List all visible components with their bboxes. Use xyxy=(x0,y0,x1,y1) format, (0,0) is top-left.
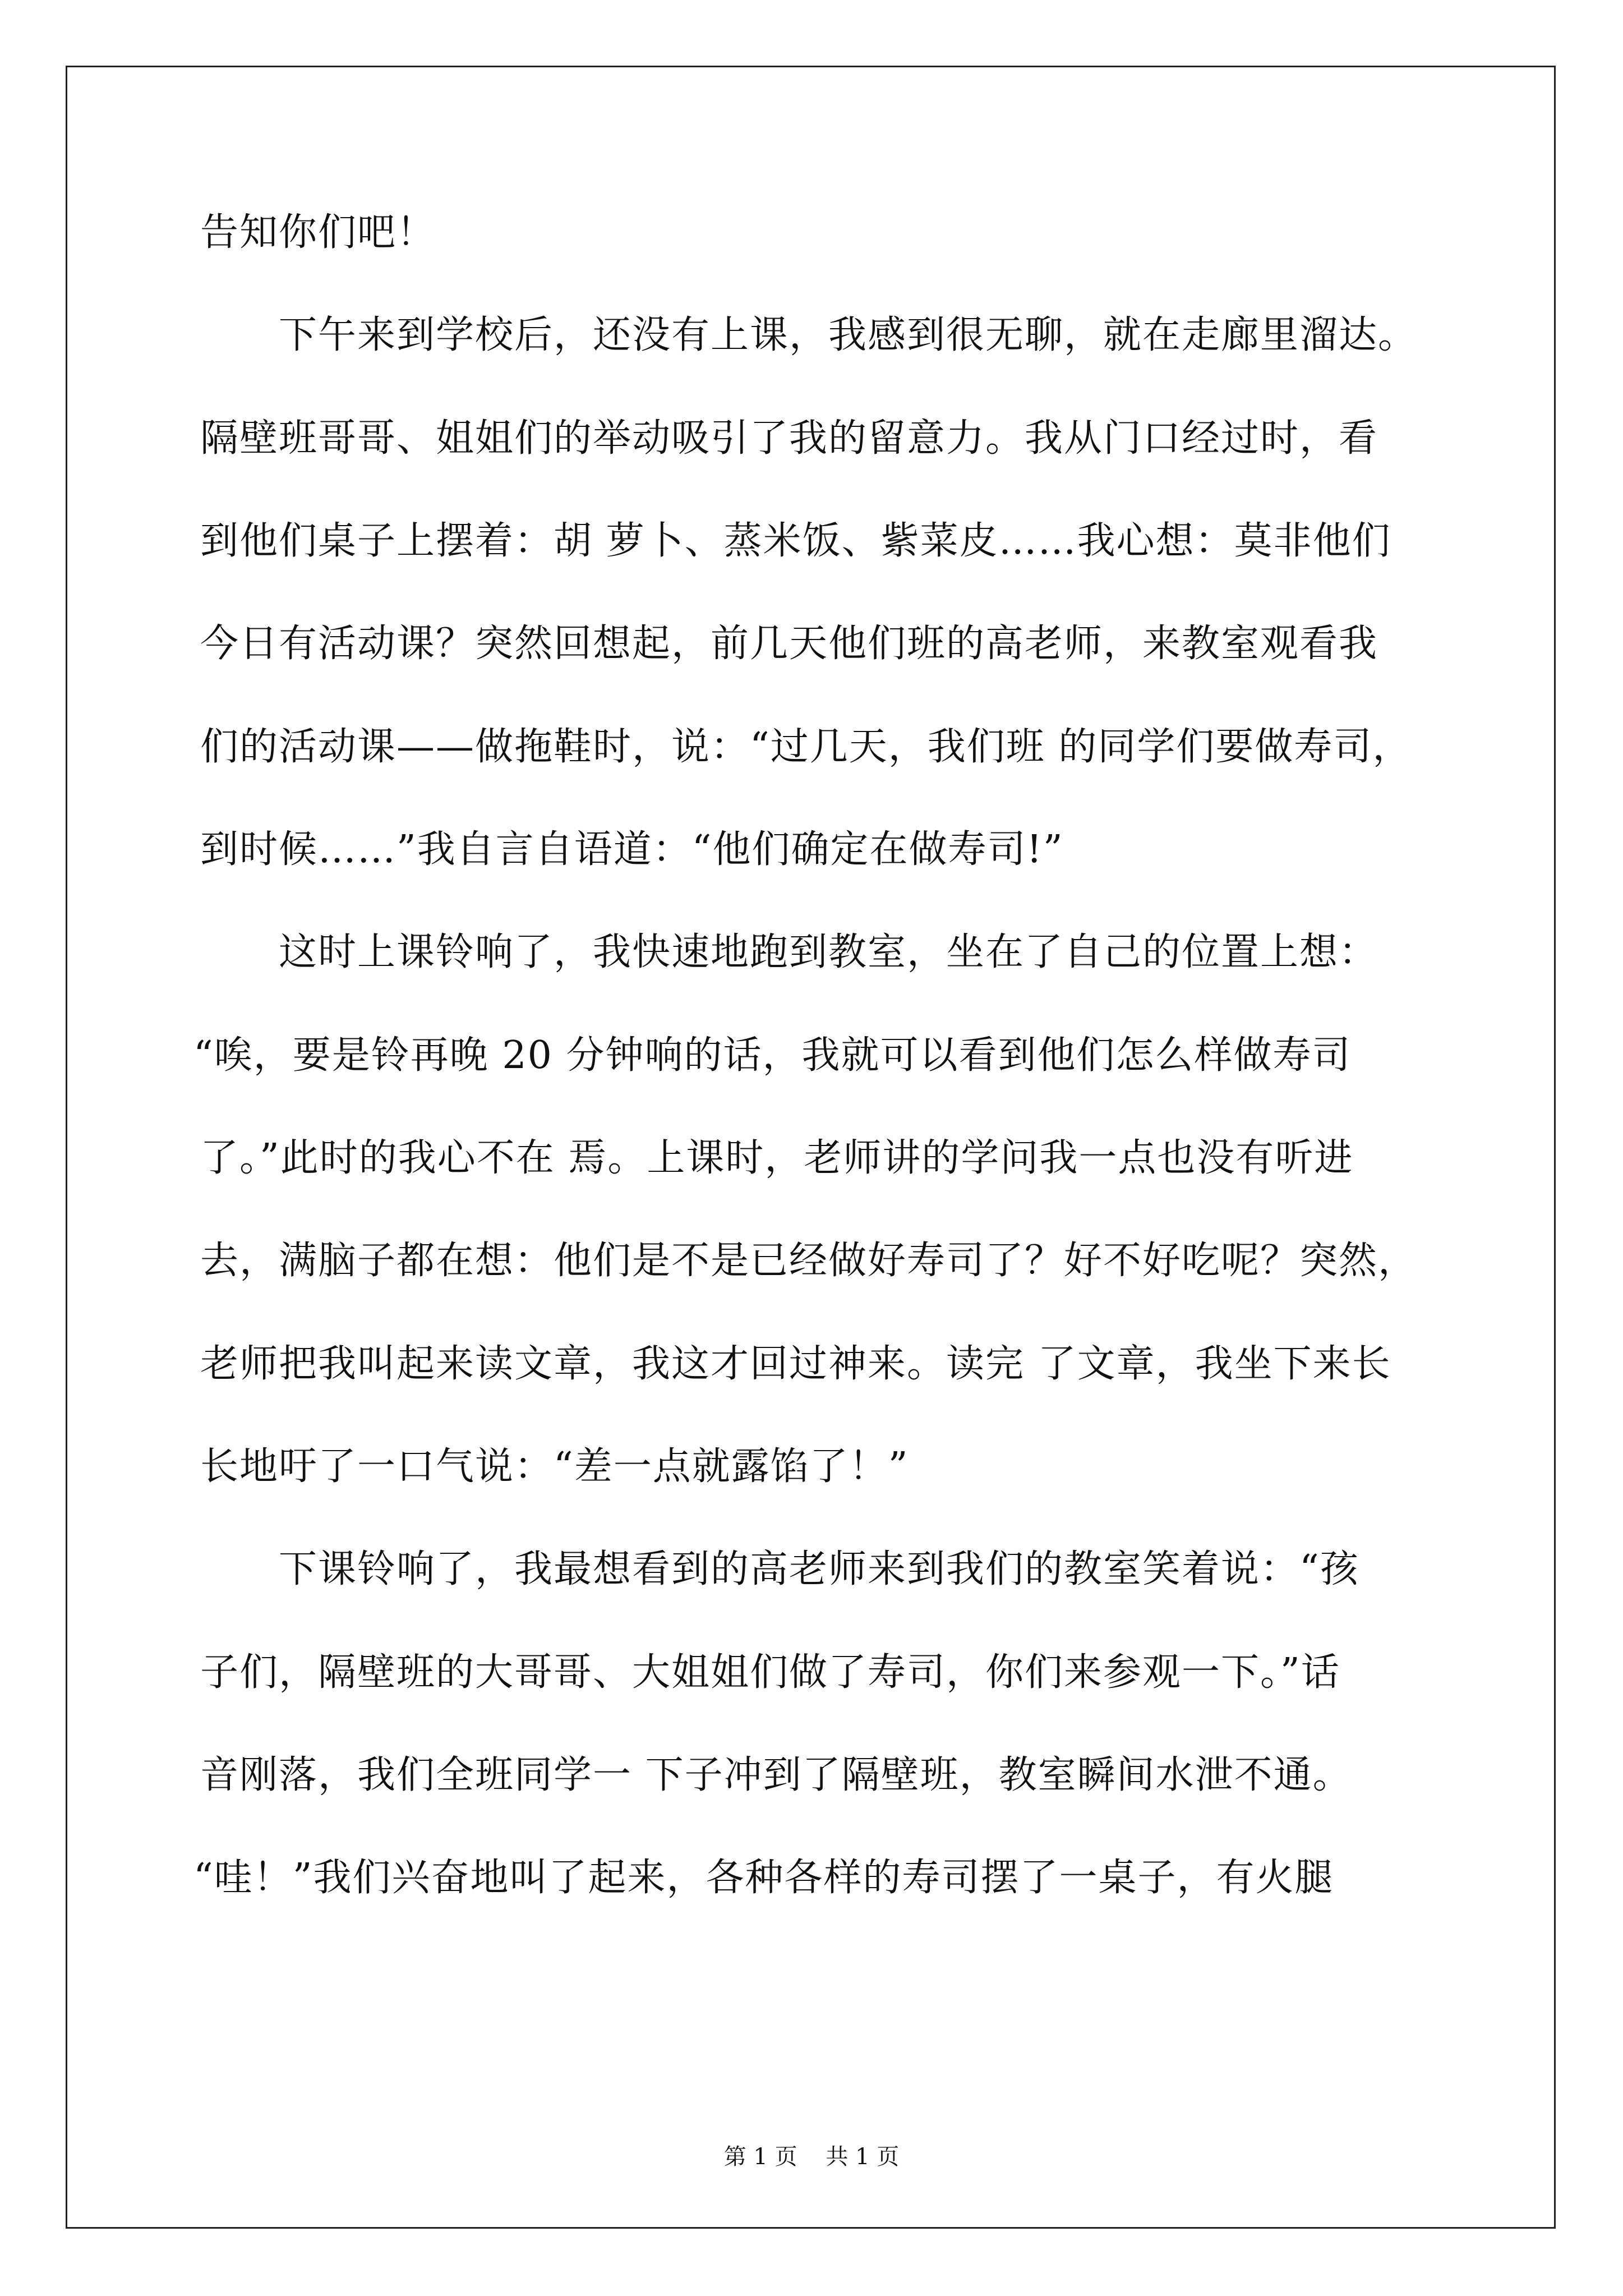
page-number-footer: 第 1 页 共 1 页 xyxy=(723,2144,900,2170)
text-line: 到时候……”我自言自语道：“他们确定在做寿司!” xyxy=(200,827,1064,872)
text-line: 音刚落，我们全班同学一 下子冲到了隔壁班，教室瞬间水泄不通。 xyxy=(200,1753,1352,1797)
text-line: 长地吁了一口气说：“差一点就露馅了！” xyxy=(200,1444,909,1489)
paragraph-first-line: 下午来到学校后，还没有上课，我感到很无聊，就在走廊里溜达。 xyxy=(279,313,1418,357)
text-line: 子们，隔壁班的大哥哥、大姐姐们做了寿司，你们来参观一下。”话 xyxy=(200,1650,1340,1695)
text-line: 们的活动课——做拖鞋时，说：“过几天，我们班 的同学们要做寿司， xyxy=(200,725,1412,769)
paragraph-first-line: 这时上课铃响了，我快速地跑到教室，坐在了自己的位置上想： xyxy=(279,930,1378,974)
text-line: 了。”此时的我心不在 焉。上课时，老师讲的学问我一点也没有听进 xyxy=(200,1136,1354,1180)
text-line: “唉，要是铃再晚 20 分钟响的话，我就可以看到他们怎么样做寿司 xyxy=(193,1033,1352,1078)
text-line: 今日有活动课？突然回想起，前几天他们班的高老师，来教室观看我 xyxy=(200,622,1378,666)
text-line: 到他们桌子上摆着：胡 萝卜、蒸米饭、紫菜皮……我心想：莫非他们 xyxy=(200,519,1391,563)
text-line: 告知你们吧！ xyxy=(200,210,436,255)
text-line: 去，满脑子都在想：他们是不是已经做好寿司了？好不好吃呢？突然， xyxy=(200,1239,1418,1283)
text-line: “哇！”我们兴奋地叫了起来，各种各样的寿司摆了一桌子，有火腿 xyxy=(193,1856,1334,1900)
paragraph-first-line: 下课铃响了，我最想看到的高老师来到我们的教室笑着说：“孩 xyxy=(279,1547,1359,1591)
text-line: 老师把我叫起来读文章，我这才回过神来。读完 了文章，我坐下来长 xyxy=(200,1342,1391,1386)
text-line: 隔壁班哥哥、姐姐们的举动吸引了我的留意力。我从门口经过时，看 xyxy=(200,416,1378,461)
